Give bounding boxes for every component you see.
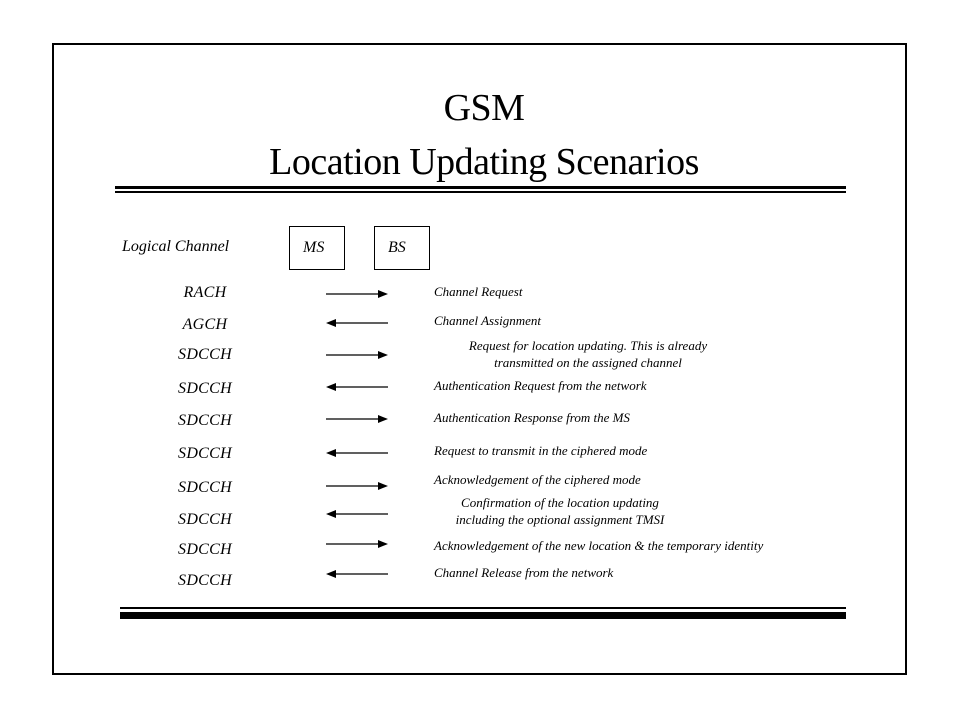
channel-label: SDCCH xyxy=(178,380,232,397)
message-label: Channel Request xyxy=(434,284,523,299)
top-divider-thin xyxy=(115,191,846,193)
message-block xyxy=(445,337,731,371)
title-line-1: GSM xyxy=(443,87,525,129)
message-block xyxy=(440,494,680,528)
arrow-right-icon xyxy=(325,349,389,361)
channel-label: AGCH xyxy=(182,316,228,333)
channel-label: SDCCH xyxy=(178,541,232,558)
message-label: Channel Release from the network xyxy=(434,565,614,580)
channel-label: RACH xyxy=(183,284,227,301)
message-line-1: Confirmation of the location updating xyxy=(461,495,659,510)
arrow-left-icon xyxy=(325,317,389,329)
bs-box xyxy=(374,226,430,270)
top-divider-thick xyxy=(115,186,846,189)
message-label: Acknowledgement of the new location & the temporary identity xyxy=(434,538,764,553)
arrow-left-icon xyxy=(325,447,389,459)
bs-label: BS xyxy=(388,239,406,256)
message-label: Channel Assignment xyxy=(434,313,542,328)
channel-label: SDCCH xyxy=(178,346,232,363)
channel-label: SDCCH xyxy=(178,479,232,496)
bottom-divider-thick xyxy=(120,612,846,619)
arrow-right-icon xyxy=(325,413,389,425)
message-line-1: Request for location updating. This is already xyxy=(468,338,708,353)
channel-label: SDCCH xyxy=(178,511,232,528)
arrow-left-icon xyxy=(325,508,389,520)
message-label: Authentication Response from the MS xyxy=(434,410,630,425)
arrow-right-icon xyxy=(325,480,389,492)
ms-label: MS xyxy=(303,239,325,256)
channel-label: SDCCH xyxy=(178,412,232,429)
channel-label: SDCCH xyxy=(178,572,232,589)
bottom-divider-thin xyxy=(120,607,846,609)
ms-box xyxy=(289,226,345,270)
logical-channel-header: Logical Channel xyxy=(122,238,230,255)
message-label: Authentication Request from the network xyxy=(434,378,647,393)
arrow-right-icon xyxy=(325,288,389,300)
message-line-2: transmitted on the assigned channel xyxy=(494,355,682,370)
arrow-right-icon xyxy=(325,538,389,550)
message-label: Acknowledgement of the ciphered mode xyxy=(434,472,641,487)
channel-label: SDCCH xyxy=(178,445,232,462)
message-line-2: including the optional assignment TMSI xyxy=(455,512,665,527)
arrow-left-icon xyxy=(325,568,389,580)
title-line-2: Location Updating Scenarios xyxy=(269,141,699,183)
message-label: Request to transmit in the ciphered mode xyxy=(434,443,648,458)
arrow-left-icon xyxy=(325,381,389,393)
